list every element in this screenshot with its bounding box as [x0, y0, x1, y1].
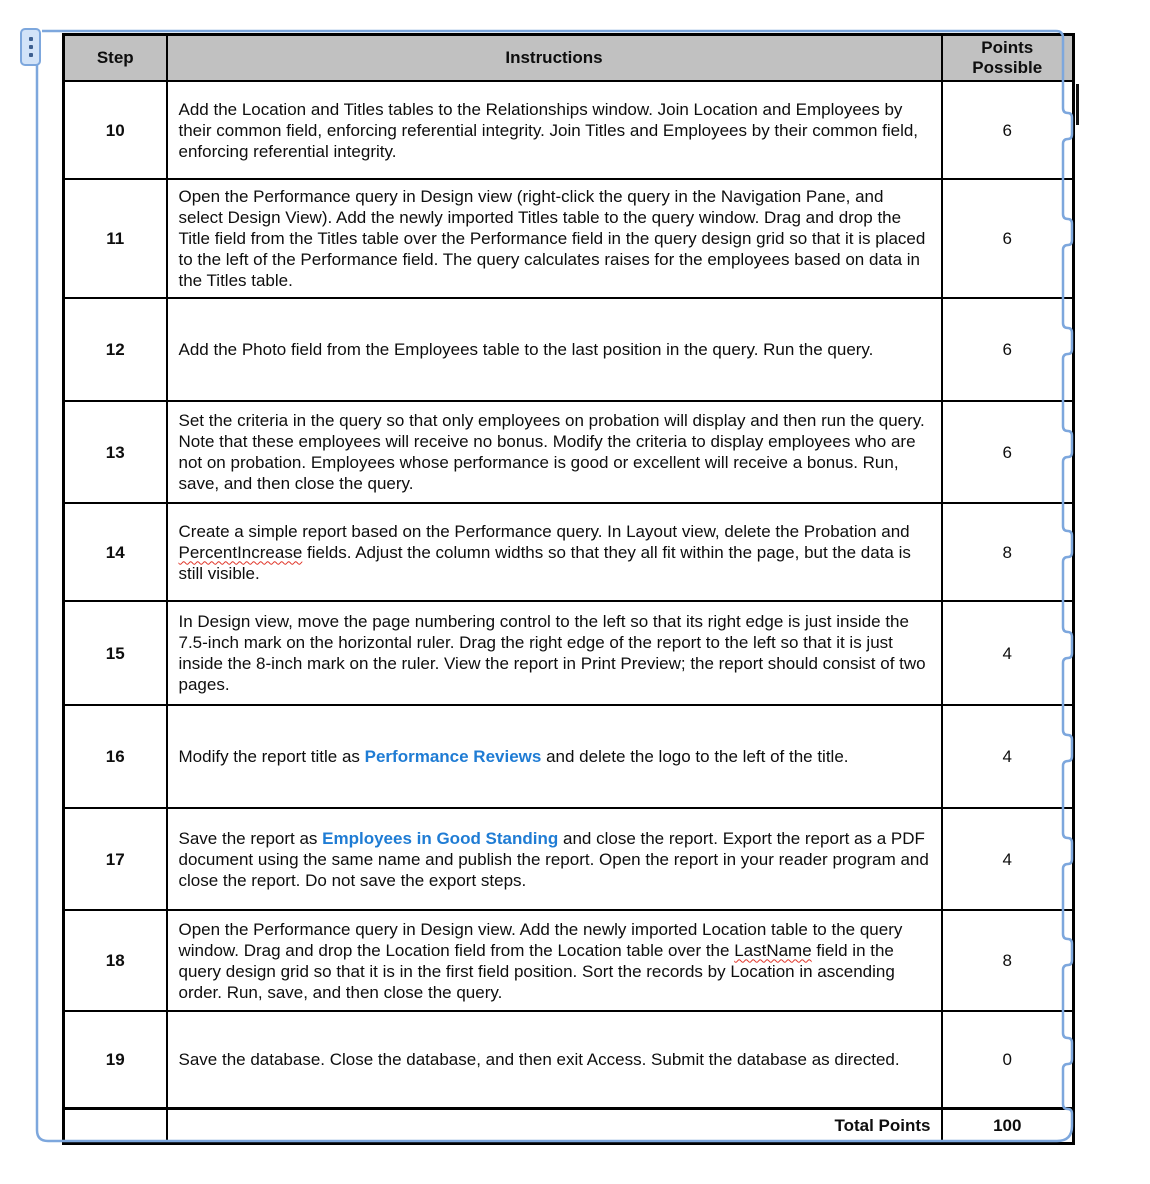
- points-value: 6: [942, 298, 1074, 401]
- header-points-possible: Points Possible: [942, 35, 1074, 82]
- points-value: 0: [942, 1011, 1074, 1108]
- table-row: [64, 503, 1074, 601]
- drag-handle-dot: [29, 53, 33, 57]
- instruction-text: [167, 81, 942, 179]
- instruction-text: [167, 808, 942, 910]
- step-number: 13: [64, 401, 167, 503]
- instruction-text: [167, 910, 942, 1011]
- points-value: 6: [942, 179, 1074, 298]
- points-value: 4: [942, 808, 1074, 910]
- instruction-text: [167, 179, 942, 298]
- drag-handle-dot: [29, 37, 33, 41]
- instruction-segment-misspelled: PercentIncrease: [178, 542, 303, 562]
- rubric-header: [64, 35, 1074, 82]
- instruction-segment: Save the database. Close the database, and then exit Access. Submit the database as directed.: [178, 1049, 900, 1069]
- step-number: 11: [64, 179, 167, 298]
- instruction-text: [167, 401, 942, 503]
- instruction-segment-highlight-blue: Employees in Good Standing: [322, 828, 559, 848]
- table-row: [64, 910, 1074, 1011]
- instruction-segment: In Design view, move the page numbering control to the left so that its right edge is just inside the 7.5-inch mark on the horizontal ruler. Drag the right edge of the report to the left so that it is just inside the 8-inch mark on the ruler. View the report in Print Preview; the report should consist of two pages.: [178, 612, 926, 694]
- instruction-segment: Set the criteria in the query so that only employees on probation will display and then run the query. Note that these employees will receive no bonus. Modify the criteria to display employees who are not on probation. Employees whose performance is good or excellent will receive a bonus. Run, save, and then close the query.: [178, 411, 925, 493]
- step-number: 15: [64, 601, 167, 705]
- step-number: 16: [64, 705, 167, 808]
- table-row: [64, 808, 1074, 910]
- header-step: Step: [64, 35, 167, 82]
- points-value: 4: [942, 601, 1074, 705]
- step-number: 12: [64, 298, 167, 401]
- step-number: 19: [64, 1011, 167, 1108]
- step-number: 14: [64, 503, 167, 601]
- instruction-text: [167, 601, 942, 705]
- instruction-segment: Add the Location and Titles tables to the Relationships window. Join Location and Employees by their common field, enforcing referential integrity. Join Titles and Employees by their common field, enforcing referential integrity.: [178, 99, 919, 161]
- header-row: [64, 35, 1074, 82]
- instruction-segment: and close the report. Export the report as a PDF document using the same name and publish the report. Open the report in your reader program and close the report. Do not save the export steps.: [178, 828, 929, 890]
- points-value: 8: [942, 503, 1074, 601]
- step-number: 18: [64, 910, 167, 1011]
- header-instructions: Instructions: [167, 35, 942, 82]
- table-row: [64, 1011, 1074, 1108]
- table-row: [64, 179, 1074, 298]
- instruction-segment: fields. Adjust the column widths so that they all fit within the page, but the data is still visible.: [178, 542, 911, 583]
- instruction-segment: Add the Photo field from the Employees table to the last position in the query. Run the query.: [178, 340, 874, 359]
- instruction-text: [167, 705, 942, 808]
- table-row: [64, 81, 1074, 179]
- drag-handle[interactable]: [20, 28, 41, 66]
- table-row: [64, 601, 1074, 705]
- step-number: 17: [64, 808, 167, 910]
- points-value: 8: [942, 910, 1074, 1011]
- instruction-segment: Create a simple report based on the Performance query. In Layout view, delete the Probation and: [178, 521, 910, 541]
- instruction-text: [167, 503, 942, 601]
- instruction-segment-misspelled: LastName: [734, 940, 812, 960]
- total-points-value: 100: [942, 1108, 1074, 1143]
- total-step-cell: [64, 1108, 167, 1143]
- rubric-rows: [64, 81, 1074, 1108]
- instruction-text: [167, 298, 942, 401]
- table-row: [64, 298, 1074, 401]
- instruction-segment-highlight-blue: Performance Reviews: [364, 747, 542, 766]
- drag-handle-dot: [29, 45, 33, 49]
- instruction-segment: Modify the report title as: [178, 747, 365, 766]
- table-row: [64, 401, 1074, 503]
- instruction-segment: field in the query design grid so that it is in the first field position. Sort the records by Location in ascending order. Run, save, and then close the query.: [178, 940, 895, 1002]
- points-value: 4: [942, 705, 1074, 808]
- rubric-table: [62, 33, 1075, 1145]
- rubric-footer: [64, 1108, 1074, 1143]
- instruction-segment: Open the Performance query in Design view. Add the newly imported Location table to the query window. Drag and drop the Location field from the Location table over the: [178, 919, 903, 960]
- instruction-segment: and delete the logo to the left of the title.: [541, 747, 849, 766]
- points-value: 6: [942, 81, 1074, 179]
- total-points-label: Total Points: [167, 1108, 942, 1143]
- text-cursor: [1076, 84, 1079, 125]
- points-value: 6: [942, 401, 1074, 503]
- instruction-text: [167, 1011, 942, 1108]
- instruction-segment: Open the Performance query in Design view (right-click the query in the Navigation Pane, and select Design View). Add the newly imported Titles table to the query window. Drag and drop the Title field from the Titles table over the Performance field in the query design grid so that it is placed to the left of the Performance field. The query calculates raises for the employees based on data in the Titles table.: [178, 187, 926, 290]
- step-number: 10: [64, 81, 167, 179]
- instruction-segment: Save the report as: [178, 828, 323, 848]
- table-row: [64, 705, 1074, 808]
- total-row: [64, 1108, 1074, 1143]
